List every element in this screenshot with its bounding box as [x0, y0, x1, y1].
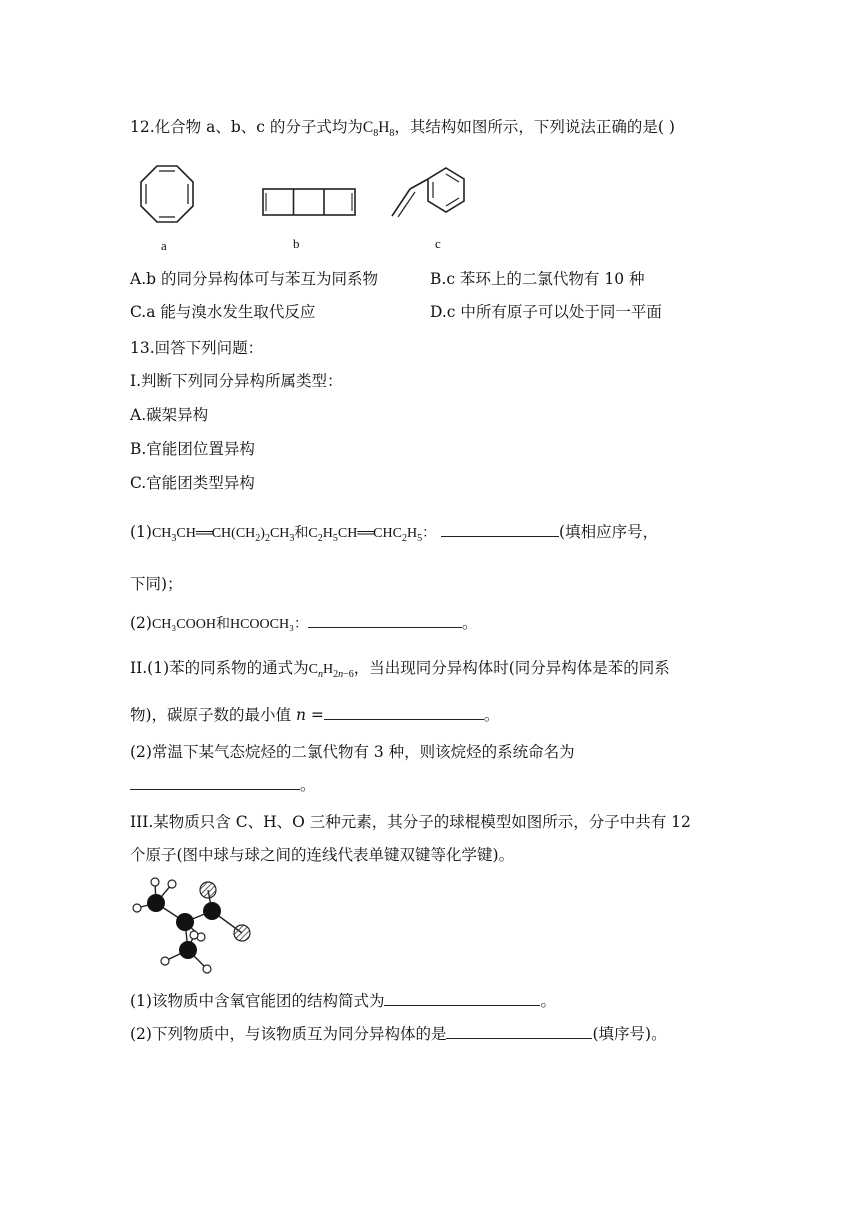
item2-answer-blank[interactable] [308, 613, 462, 628]
item2-colon: ： [293, 617, 308, 632]
n-answer-blank[interactable] [324, 705, 484, 720]
part2-line1-b: ，当出现同分异构体时(同分异构体是苯的同系 [353, 659, 670, 677]
part3-q1-text: (1)该物质中含氧官能团的结构简式为 [130, 992, 385, 1010]
functional-group-blank[interactable] [384, 991, 540, 1006]
option-a: A.b 的同分异构体可与苯互为同系物 [130, 270, 378, 288]
part2-line4-end: 。 [300, 776, 316, 794]
q13-item2 [130, 612, 477, 636]
item1-continuation: 下同)； [130, 575, 183, 593]
q13-part1-heading: I.判断下列同分异构所属类型： [130, 372, 343, 390]
item2-end: 。 [461, 614, 478, 632]
option-c: C.a 能与溴水发生取代反应 [130, 303, 316, 321]
structure-b [262, 188, 356, 216]
label-c: c [435, 236, 441, 251]
part3-q2 [130, 1023, 667, 1045]
isomer-blank[interactable] [446, 1024, 592, 1039]
part3-q2-text: (2)下列物质中，与该物质互为同分异构体的是 [130, 1025, 447, 1043]
option-d: D.c 中所有原子可以处于同一平面 [430, 303, 662, 321]
q13-item1 [130, 521, 658, 545]
variable-n: n [296, 706, 306, 724]
part2-line2-eq: = [305, 706, 324, 724]
q13-title: 13.回答下列问题： [130, 339, 264, 357]
formula-sub2: 8 [389, 128, 395, 140]
part2-line3: (2)常温下某气态烷烃的二氯代物有 3 种，则该烷烃的系统命名为 [130, 743, 575, 761]
item1-prefix: (1) [130, 523, 152, 541]
formula-c: C [362, 119, 374, 136]
part2-line2-end: 。 [483, 706, 500, 724]
type-c: C.官能团类型异构 [130, 474, 255, 492]
q12-stem [130, 116, 675, 139]
label-b: b [293, 236, 300, 251]
label-a: a [161, 238, 167, 253]
structure-c [388, 164, 468, 224]
q12-stem-tail: ，其结构如图所示，下列说法正确的是( ) [394, 118, 675, 136]
q12-formula [362, 119, 395, 140]
part2-line4 [130, 774, 316, 796]
part2-line1-a: II.(1)苯的同系物的通式为 [130, 659, 309, 677]
option-b: B.c 苯环上的二氯代物有 10 种 [430, 270, 645, 288]
part2-line2-a: 物)，碳原子数的最小值 [130, 706, 292, 724]
formula-sub1: 8 [373, 128, 379, 140]
item1-formula: $CH_3CH══CH(CH_2)_2CH_3$和$C_2H_5CH══CHC_2H_5$： [151, 526, 437, 544]
part3-q2-end: (填序号)。 [592, 1025, 667, 1043]
general-formula: $C_nH_{2n-6}$ [308, 662, 354, 680]
alkane-name-blank[interactable] [130, 775, 300, 790]
item2-formula: CH₃COOH和HCOOCH₃ [151, 617, 294, 632]
type-a: A.碳架异构 [130, 406, 209, 424]
part2-line1 [130, 657, 670, 681]
q12-stem-text: 12.化合物 a、b、c 的分子式均为 [130, 118, 363, 136]
part3-line1: III.某物质只含 C、H、O 三种元素，其分子的球棍模型如图所示，分子中共有 12 [130, 813, 691, 831]
part3-q1 [130, 990, 556, 1012]
formula-h: H [378, 119, 390, 136]
structure-a [137, 164, 197, 226]
type-b: B.官能团位置异构 [130, 440, 255, 458]
ball-and-stick-model [128, 876, 258, 976]
item2-prefix: (2) [130, 614, 152, 632]
part2-line2 [130, 704, 499, 726]
item1-tail: (填相应序号， [559, 523, 659, 541]
item1-answer-blank[interactable] [441, 522, 559, 537]
part3-line2: 个原子(图中球与球之间的连线代表单键双键等化学键)。 [130, 846, 515, 864]
part3-q1-end: 。 [540, 992, 556, 1010]
